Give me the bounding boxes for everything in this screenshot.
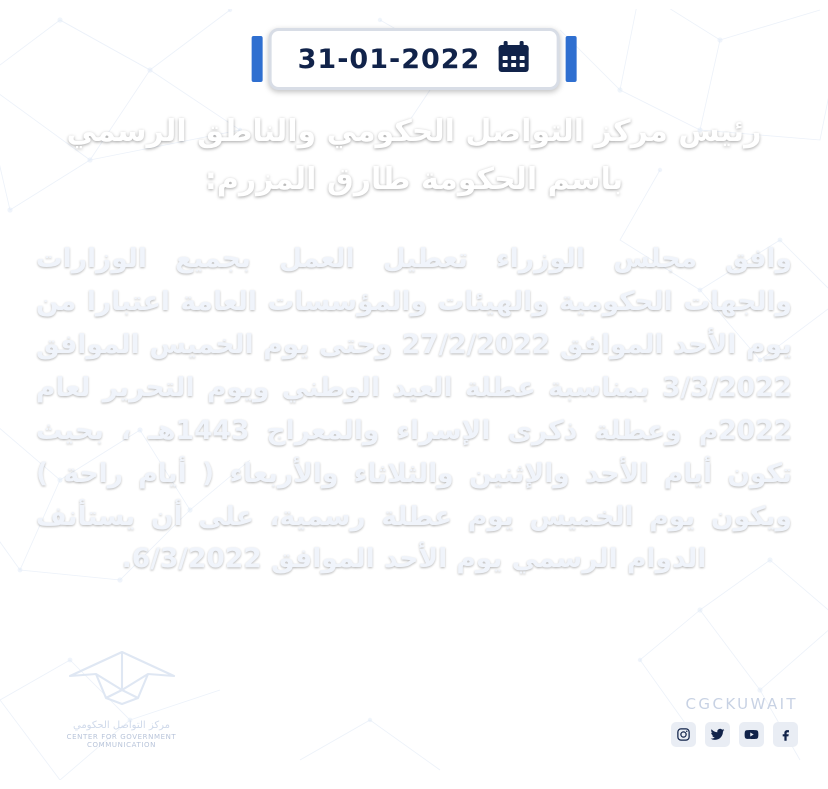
logo-mark-icon [34,646,209,712]
date-text: 31-01-2022 [297,43,481,75]
bottom-white-strip [0,780,828,789]
twitter-icon[interactable] [705,722,730,747]
social-footer [671,695,798,747]
calendar-icon [496,40,530,78]
date-badge [252,28,577,90]
body-text: وافق مجلس الوزراء تعطيل العمل بجميع الوزارات والجهات الحكومية والهيئات والمؤسسات العامة اعتبارا من يوم الأحد الموافق 27/2/2022 وحتى يوم الخميس الموافق 3/3/2022 بمناسبة عطلة العيد الوطني ويوم التحرير لعام 2022م وعطلة ذكرى الإسراء والمعراج 1443هـ ، بحيث تكون أيام الأحد والإثنين والثلاثاء والأربعاء ( أيام راحة ) ويكون يوم الخميس يوم عطلة رسمية، على أن يستأنف الدوام الرسمي يوم الأحد الموافق 6/3/2022. [36,243,793,575]
organization-logo [34,646,209,749]
headline: رئيس مركز التواصل الحكومي والناطق الرسمي باسم الحكومة طارق المزرم: [66,114,762,197]
instagram-icon[interactable] [671,722,696,747]
facebook-icon[interactable] [773,722,798,747]
logo-name-english: CENTER FOR GOVERNMENT COMMUNICATION [66,733,177,749]
date-badge-accent-right [565,36,576,82]
date-badge-box [269,28,560,90]
youtube-icon[interactable] [739,722,764,747]
logo-name-arabic: مركز التواصل الحكومي [72,720,171,731]
top-white-strip [0,0,828,9]
date-badge-accent-left [252,36,263,82]
social-icons [671,722,798,747]
social-handle: CGCKUWAIT [685,695,798,713]
